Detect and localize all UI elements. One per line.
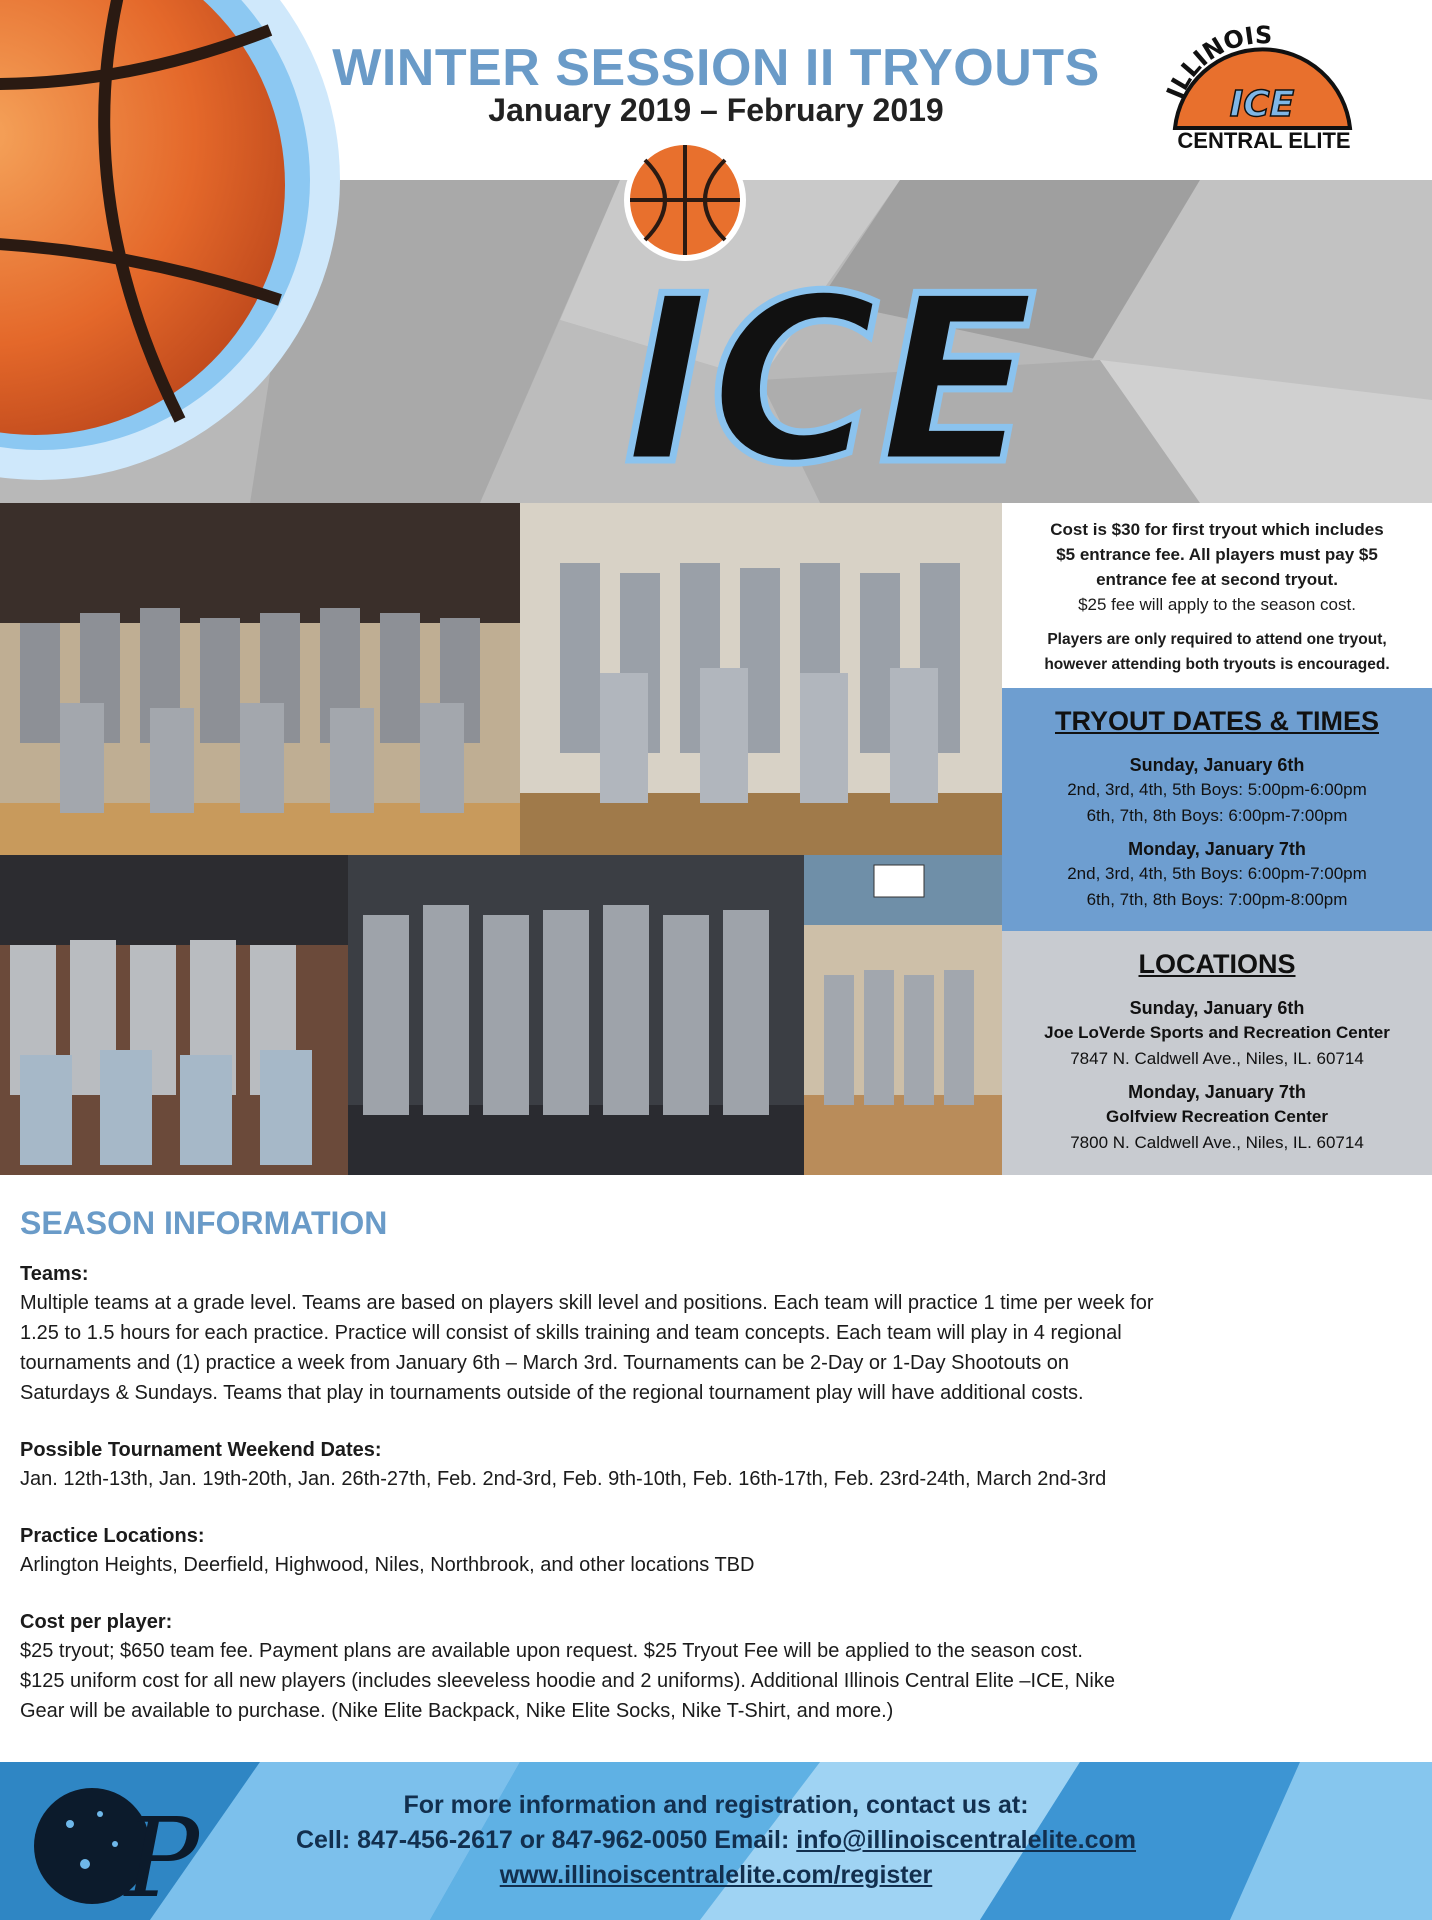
team-photo-3 [0,855,348,1175]
body-line: tournaments and (1) practice a week from January 6th – March 3rd. Tournaments can be 2-Day or 1-Day Shootouts on [20,1352,1070,1374]
team-photo-collage [0,503,1002,1175]
tryout-times-box [1002,688,1432,931]
teams-label: Teams: [20,1263,89,1285]
tryout-time: 6th, 7th, 8th Boys: 7:00pm-8:00pm [1086,890,1348,909]
locations-heading: LOCATIONS [1138,949,1296,979]
badge-label: CENTRAL ELITE [1177,128,1351,153]
tryout-time: 2nd, 3rd, 4th, 5th Boys: 6:00pm-7:00pm [1067,864,1367,883]
phone-numbers: Cell: 847-456-2617 or 847-962-0050 Email: [295,1826,797,1854]
location-name: Golfview Recreation Center [1105,1107,1328,1126]
season-information [20,1205,1415,1754]
cost-line: $25 fee will apply to the season cost. [1078,595,1356,614]
location-day: Monday, January 7th [1128,1082,1306,1102]
practice-locations-body [20,1550,1415,1580]
tryout-time: 2nd, 3rd, 4th, 5th Boys: 5:00pm-6:00pm [1067,780,1367,799]
cost-line: $5 entrance fee. All players must pay $5 [1056,545,1378,564]
tryout-day: Monday, January 7th [1128,839,1306,859]
body-line: $125 uniform cost for all new players (includes sleeveless hoodie and 2 uniforms). Additional Illinois Central Elite –ICE, Nike [20,1670,1115,1692]
badge-center-text: ICE [1229,84,1295,125]
locations-box [1002,931,1432,1175]
tryout-time: 6th, 7th, 8th Boys: 6:00pm-7:00pm [1086,806,1348,825]
team-photo-2 [520,503,1002,855]
body-line: Arlington Heights, Deerfield, Highwood, Niles, Northbrook, and other locations TBD [20,1554,755,1576]
body-line: Gear will be available to purchase. (Nike Elite Backpack, Nike Elite Socks, Nike T-Shirt, and more.) [20,1700,894,1722]
cost-note: Players are only required to attend one tryout, [1047,631,1387,648]
tournament-dates-label: Possible Tournament Weekend Dates: [20,1439,382,1461]
footer-contact-text [0,1788,1432,1893]
email-link[interactable]: info@illinoiscentralelite.com [796,1826,1137,1854]
location-address: 7847 N. Caldwell Ave., Niles, IL. 60714 [1070,1049,1364,1068]
location-address: 7800 N. Caldwell Ave., Niles, IL. 60714 [1070,1133,1364,1152]
body-line: Multiple teams at a grade level. Teams are based on players skill level and positions. Each team will practice 1 time per week for [20,1292,1154,1314]
team-photo-5 [804,855,1002,1175]
tournament-dates-body [20,1464,1415,1494]
page-title: WINTER SESSION II TRYOUTS [332,39,1100,97]
ice-logo [590,140,1070,500]
season-heading: SEASON INFORMATION [20,1205,388,1241]
hero-banner [0,0,1432,503]
ice-logo-text: ICE [624,248,1036,500]
cost-per-player-body [20,1636,1415,1726]
location-day: Sunday, January 6th [1129,998,1305,1018]
footer-line [0,1823,1432,1858]
body-line: Saturdays & Sundays. Teams that play in tournaments outside of the regional tournament play will have additional costs. [20,1382,1084,1404]
cost-line: entrance fee at second tryout. [1096,570,1338,589]
tryout-day: Sunday, January 6th [1129,755,1305,775]
p-logo-letter: P [125,1794,200,1909]
cost-note: however attending both tryouts is encouraged. [1044,656,1390,673]
tryout-times-heading: TRYOUT DATES & TIMES [1055,706,1379,736]
register-link[interactable]: www.illinoiscentralelite.com/register [499,1861,933,1889]
body-line: 1.25 to 1.5 hours for each practice. Practice will consist of skills training and team concepts. Each team will play in 4 regional [20,1322,1122,1344]
badge-arc-text: ILLINOIS [1161,21,1273,103]
team-photo-1 [0,503,520,855]
session-dates: January 2019 – February 2019 [488,92,944,128]
practice-locations-label: Practice Locations: [20,1525,205,1547]
contact-footer [0,1762,1432,1920]
cost-per-player-label: Cost per player: [20,1611,173,1633]
body-line: $25 tryout; $650 team fee. Payment plans are available upon request. $25 Tryout Fee will be applied to the season cost. [20,1640,1083,1662]
footer-line: For more information and registration, contact us at: [403,1791,1029,1819]
tryout-info-panel [1002,503,1432,1175]
team-photo-4 [348,855,804,1175]
cost-box [1002,503,1432,688]
cost-line: Cost is $30 for first tryout which includes [1050,520,1384,539]
body-line: Jan. 12th-13th, Jan. 19th-20th, Jan. 26th-27th, Feb. 2nd-3rd, Feb. 9th-10th, Feb. 16th-17th, Feb. 23rd-24th, March 2nd-3rd [20,1468,1107,1490]
location-name: Joe LoVerde Sports and Recreation Center [1044,1023,1390,1042]
teams-body [20,1288,1415,1408]
